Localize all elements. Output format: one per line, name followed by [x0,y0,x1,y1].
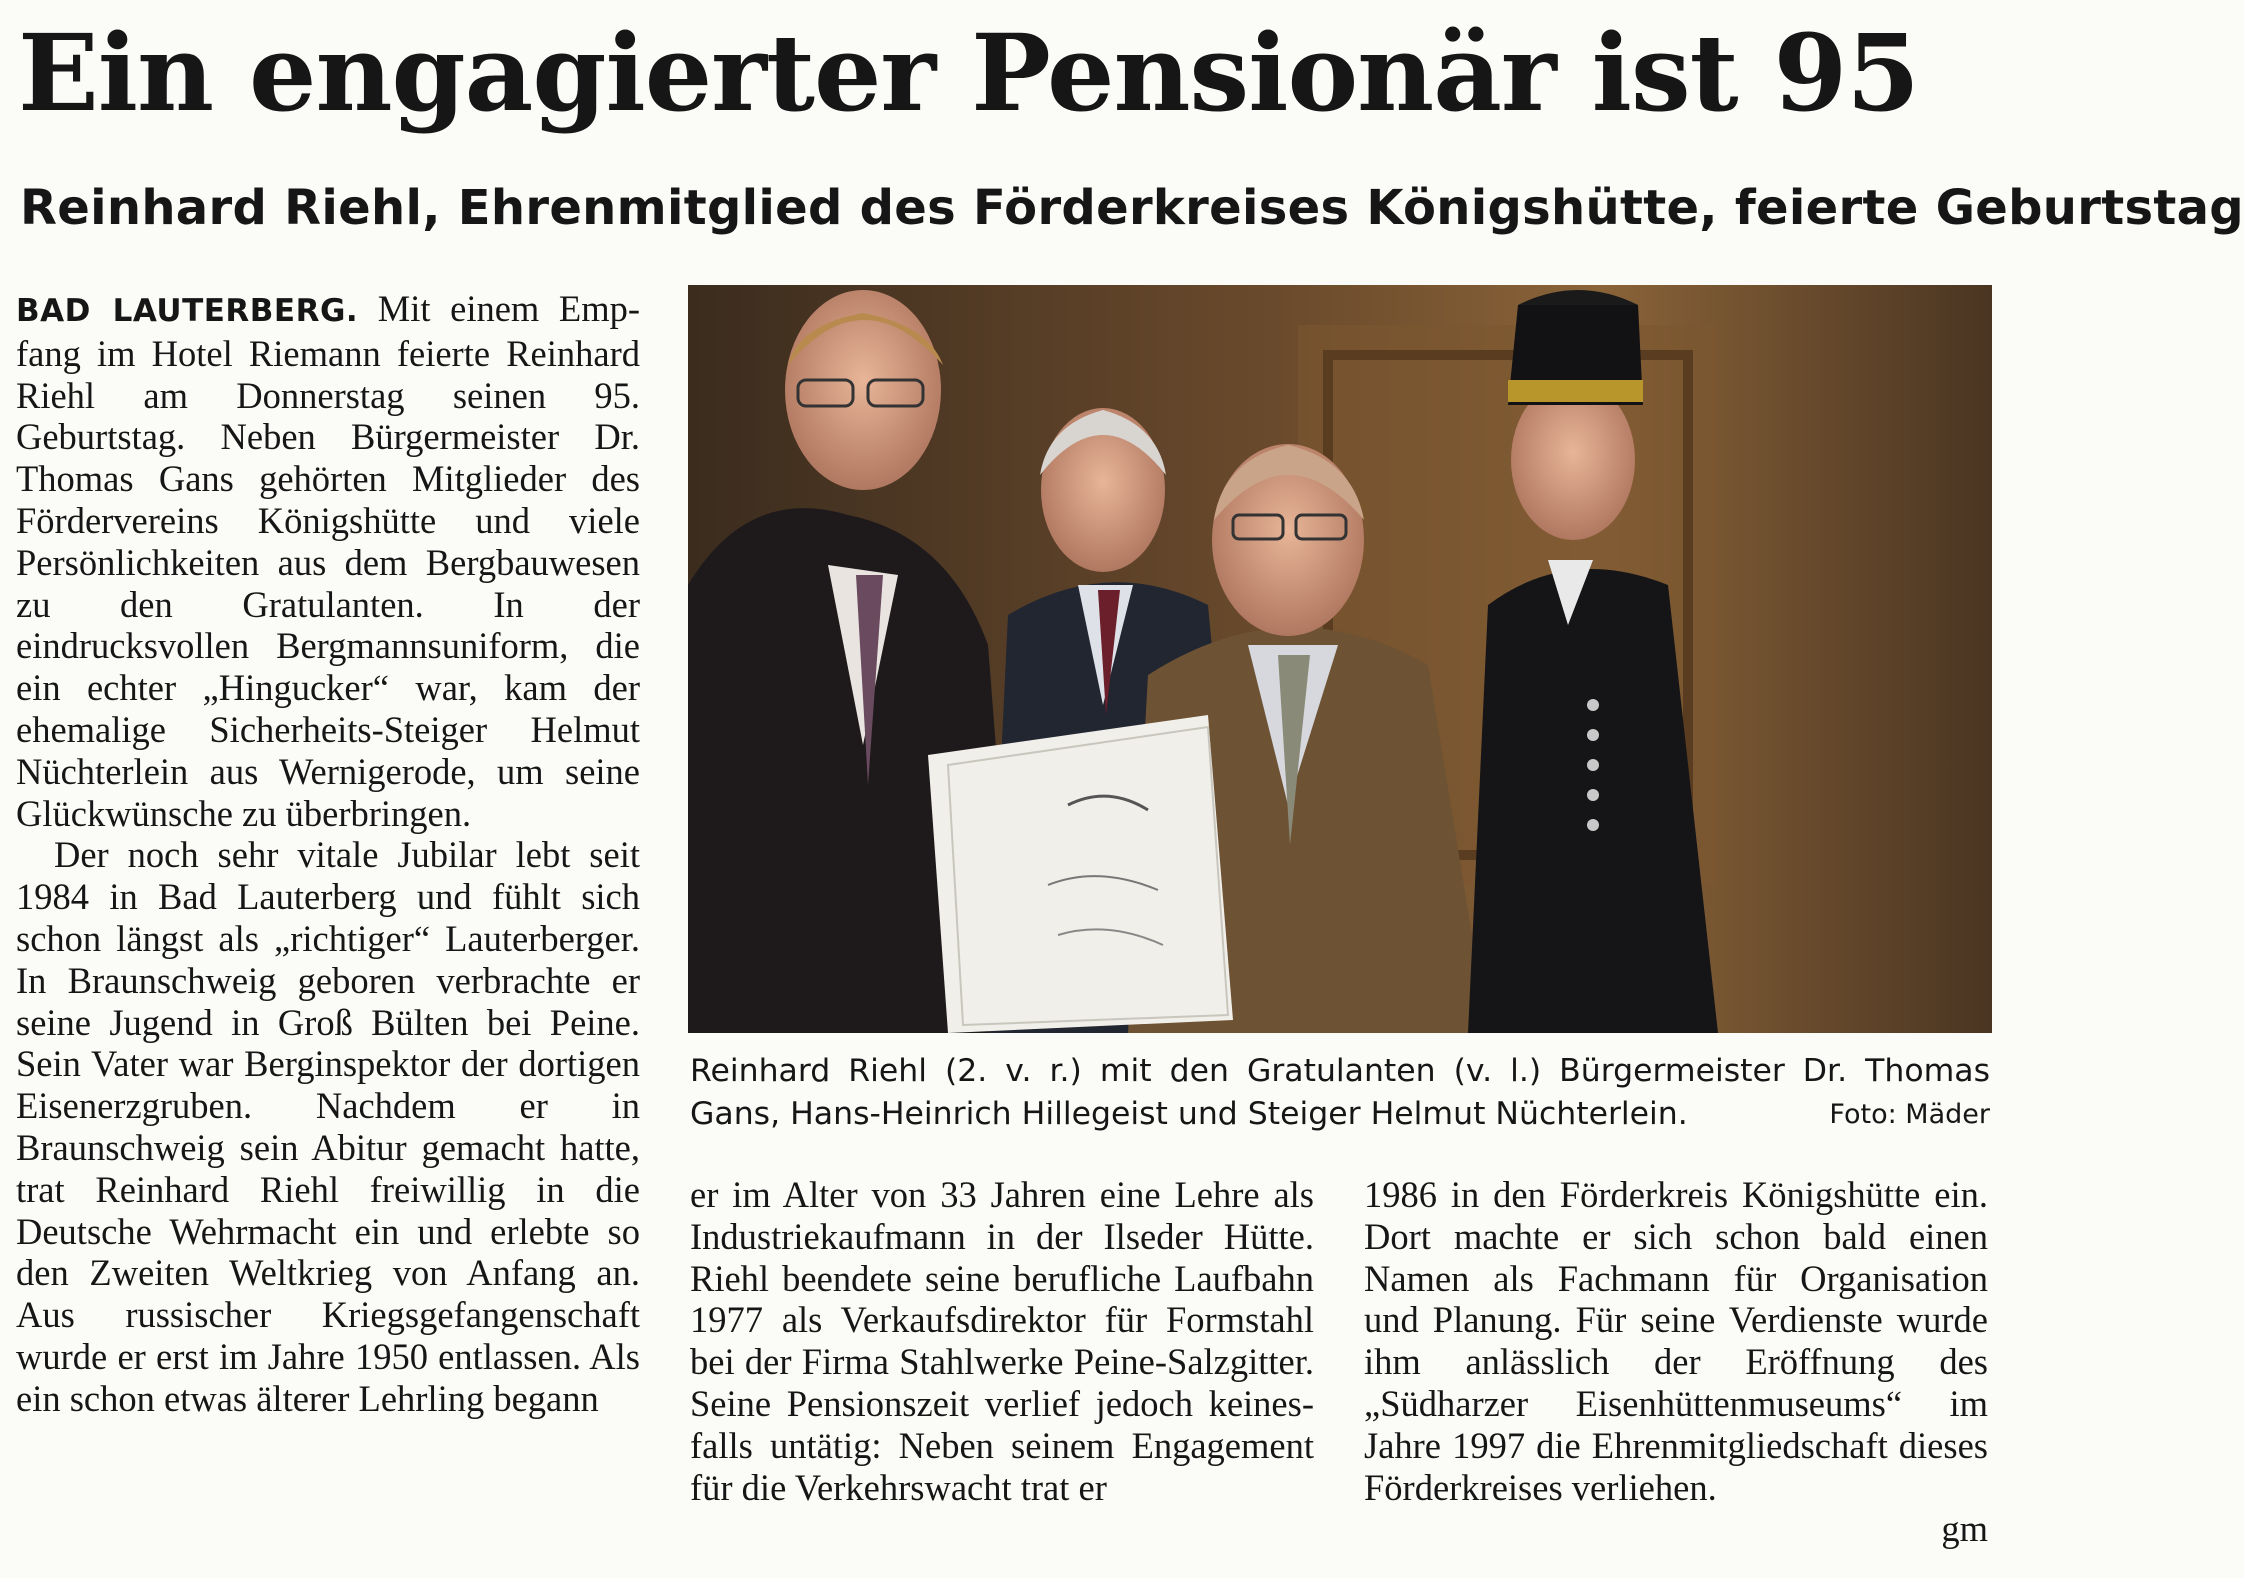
author-signature: gm [1941,1508,1988,1550]
group-photo-illustration [688,285,1992,1033]
dateline: BAD LAUTERBERG. [16,293,359,329]
paragraph-1-text: Mit einem Empfang im Hotel Riemann feierte Reinhard Riehl am Donnerstag seinen 95. Geburtstag. Neben Bürgermeister Dr. Thomas Gans gehörten Mitglieder des Fördervereins Königshütte und viele Persönlichkeiten aus dem Bergbauwesen zu den Gratulanten. In der eindrucksvollen Bergmannsuniform, die ein echter „Hingucker“ war, kam der ehemalige Sicherheits-Steiger Helmut Nüchterlein aus Wernigerode, um seine Glückwünsche zu überbringen. [16,288,641,834]
headline: Ein engagierter Pensionär ist 95 [18,10,1919,135]
photo-caption-text: Reinhard Riehl (2. v. r.) mit den Gratulanten (v. l.) Bürgermeister Dr. Thomas Gans, Hans-Heinrich Hillegeist und Steiger Helmut Nüchterlein. [690,1053,1990,1132]
article-column-1 [16,288,640,1558]
article-paragraph-3: er im Alter von 33 Jahren eine Lehre als Industriekaufmann in der Ilseder Hütte. Riehl beendete seine berufliche Laufbahn 1977 als Verkaufsdirektor für Formstahl bei der Firma Stahlwerke Peine-Salzgitter. Seine Pensionszeit verlief jedoch keinesfalls untätig: Neben seinem Engagement für die Verkehrswacht trat er [690,1174,1314,1508]
article-photo [688,285,1992,1033]
article-column-2 [690,1174,1314,1508]
article-paragraph-1 [16,288,640,834]
photo-caption [690,1050,1990,1136]
subheadline: Reinhard Riehl, Ehrenmitglied des Förderkreises Königshütte, feierte Geburtstag [20,180,2244,236]
article-column-3 [1364,1174,1988,1550]
article-paragraph-4: 1986 in den Förderkreis Königshütte ein. Dort machte er sich schon bald einen Namen als Fachmann für Organisation und Planung. Für seine Verdienste wurde ihm anlässlich der Eröffnung des „Südharzer Eisenhüttenmuseums“ im Jahre 1997 die Ehrenmitgliedschaft dieses Förderkreises verliehen. [1364,1174,1988,1508]
photo-credit: Foto: Mäder [1829,1099,1990,1130]
article-paragraph-2: Der noch sehr vitale Jubilar lebt seit 1984 in Bad Lauterberg und fühlt sich schon längst als „richtiger“ Lauterberger. In Braunschweig geboren verbrachte er seine Jugend in Groß Bülten bei Peine. Sein Vater war Berginspektor der dortigen Eisenerzgruben. Nachdem er in Braunschweig sein Abitur gemacht hatte, trat Reinhard Riehl freiwillig in die Deutsche Wehrmacht ein und erlebte so den Zweiten Weltkrieg von Anfang an. Aus russischer Kriegsgefangenschaft wurde er erst im Jahre 1950 entlassen. Als ein schon etwas älterer Lehrling begann [16,834,640,1419]
